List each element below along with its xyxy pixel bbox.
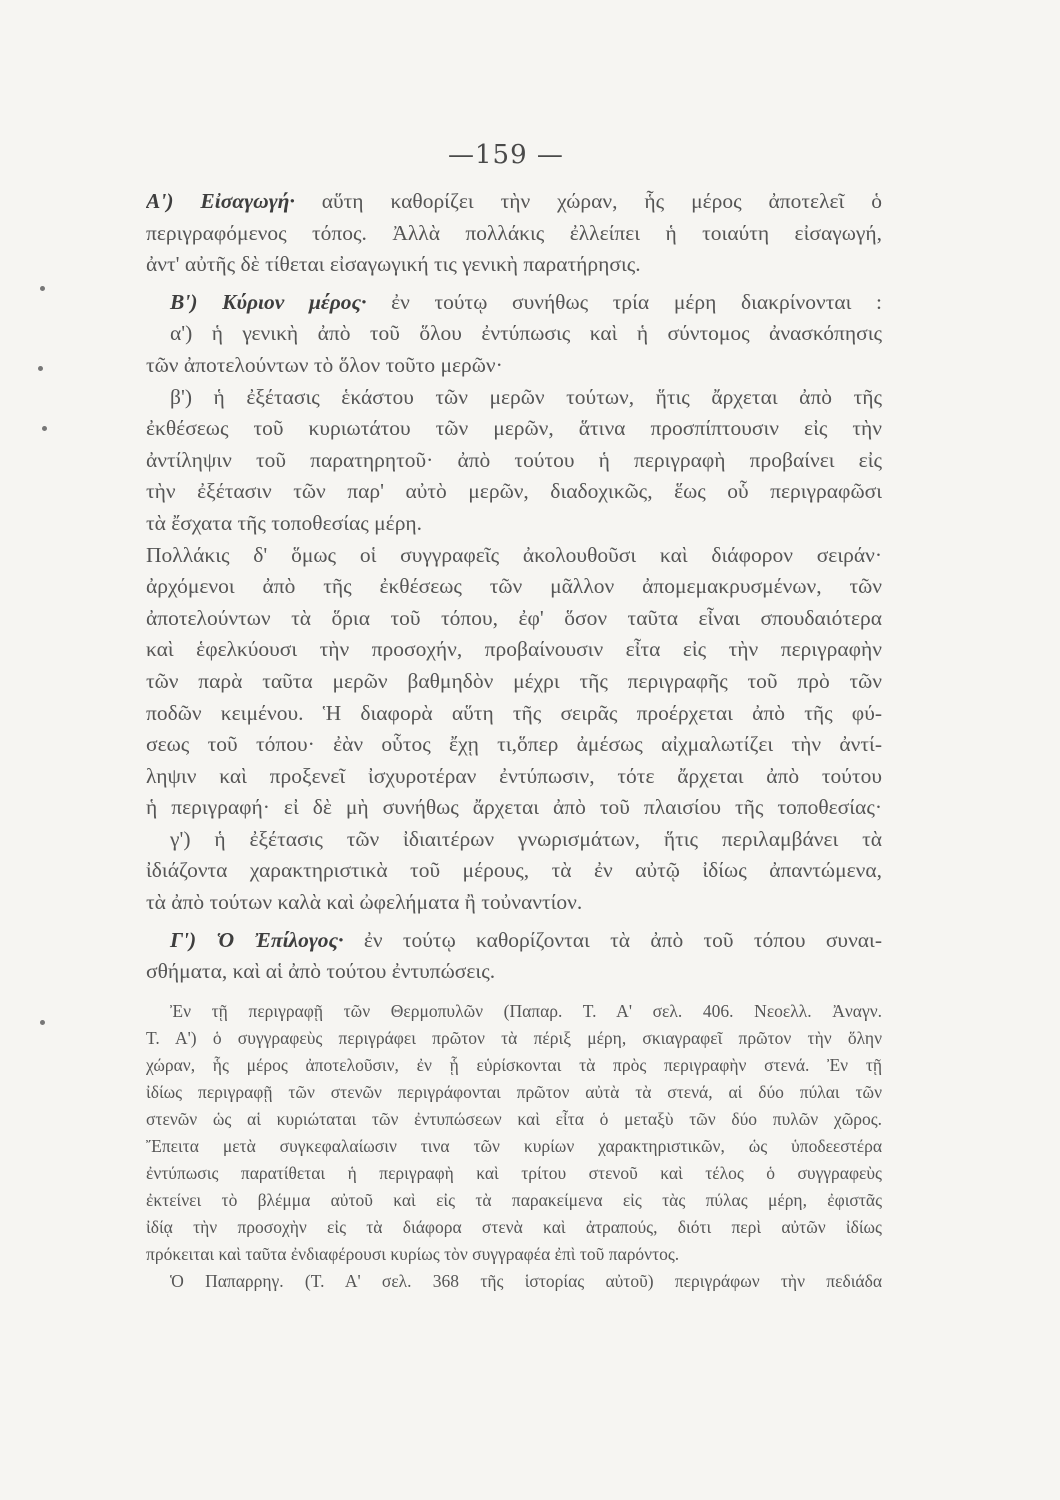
example-line: ἐντύπωσις παρατίθεται ἡ περιγραφὴ καὶ τρίτου στενοῦ καὶ τέλος ὁ συγγραφεὺς	[146, 1162, 882, 1183]
text-line: γ') ἡ ἐξέτασις τῶν ἰδιαιτέρων γνωρισμάτων, ἥτις περιλαμβάνει τὰ	[170, 826, 882, 851]
margin-dot	[40, 286, 45, 291]
text-line: Γ') Ὁ Ἐπίλογος· ἐν τούτῳ καθορίζονται τὰ ἀπὸ τοῦ τόπου συναι-	[170, 927, 882, 952]
margin-dot	[40, 1020, 45, 1025]
example-line: Ἔπειτα μετὰ συγκεφαλαίωσιν τινα τῶν κυρίων χαρακτηριστικῶν, ὡς ὑποδεεστέρα	[146, 1135, 882, 1156]
example-line: ἰδίᾳ τὴν προσοχὴν εἰς τὰ διάφορα στενὰ καὶ ἀτραπούς, διότι περὶ αὐτῶν ἰδίως	[146, 1216, 882, 1237]
text-line: τὴν ἐξέτασιν τῶν παρ' αὐτὸ μερῶν, διαδοχικῶς, ἕως οὗ περιγραφῶσι	[146, 479, 882, 504]
text-line: β') ἡ ἐξέτασις ἑκάστου τῶν μερῶν τούτων, ἥτις ἄρχεται ἀπὸ τῆς	[170, 384, 882, 409]
example-line: ἰδίως περιγραφῇ τῶν στενῶν περιγράφονται πρῶτον αὐτὰ τὰ στενά, αἱ δύο πύλαι τῶν	[146, 1081, 882, 1102]
margin-dot	[38, 366, 43, 371]
text-line: Α') Εἰσαγωγή· αὕτη καθορίζει τὴν χώραν, ἧς μέρος ἀποτελεῖ ὁ	[146, 189, 882, 213]
page-number: —159 —	[448, 140, 564, 170]
text-line: τὰ ἀπὸ τούτων καλὰ καὶ ὠφελήματα ἢ τοὐναντίον.	[146, 890, 583, 915]
section-heading: Α') Εἰσαγωγή·	[146, 189, 295, 213]
section-heading: Β') Κύριον μέρος·	[170, 289, 367, 314]
text-line: καὶ ἑφελκύουσι τὴν προσοχήν, προβαίνουσιν εἶτα εἰς τὴν περιγραφὴν	[146, 637, 882, 662]
text-line: ἀρχόμενοι ἀπὸ τῆς ἐκθέσεως τῶν μᾶλλον ἀπομεμακρυσμένων, τῶν	[146, 574, 882, 599]
example-line: χώραν, ἧς μέρος ἀποτελοῦσιν, ἐν ᾗ εὑρίσκονται τὰ πρὸς περιγραφὴν στενά. Ἐν τῇ	[146, 1054, 882, 1075]
text-line: περιγραφόμενος τόπος. Ἀλλὰ πολλάκις ἐλλείπει ἡ τοιαύτη εἰσαγωγή,	[146, 220, 882, 245]
text-line: ἰδιάζοντα χαρακτηριστικὰ τοῦ μέρους, τὰ ἐν αὐτῷ ἰδίως ἀπαντώμενα,	[146, 858, 882, 883]
text-line: σεως τοῦ τόπου· ἐὰν οὗτος ἔχῃ τι,ὅπερ ἀμέσως αἰχμαλωτίζει τὴν ἀντί-	[146, 732, 882, 757]
page-text	[146, 186, 882, 1295]
text-line: Β') Κύριον μέρος· ἐν τούτῳ συνήθως τρία μέρη διακρίνονται :	[170, 289, 882, 314]
text-line: ληψιν καὶ προξενεῖ ἰσχυροτέραν ἐντύπωσιν, τότε ἄρχεται ἀπὸ τούτου	[146, 763, 882, 788]
text-line: α') ἡ γενικὴ ἀπὸ τοῦ ὅλου ἐντύπωσις καὶ ἡ σύντομος ἀνασκόπησις	[170, 321, 882, 346]
example-line: στενῶν ὡς αἱ κυριώταται τῶν ἐντυπώσεων καὶ εἶτα ὁ μεταξὺ τῶν δύο πυλῶν χῶρος.	[146, 1108, 882, 1129]
example-line: Ὁ Παπαρρηγ. (Τ. Α' σελ. 368 τῆς ἱστορίας αὐτοῦ) περιγράφων τὴν πεδιάδα	[170, 1270, 882, 1291]
text-line: τὰ ἔσχατα τῆς τοποθεσίας μέρη.	[146, 510, 423, 535]
example-line: Τ. Α') ὁ συγγραφεὺς περιγράφει πρῶτον τὰ πέριξ μέρη, σκιαγραφεῖ πρῶτον τὴν ὅλην	[146, 1027, 882, 1048]
text-line: ἀντ' αὐτῆς δὲ τίθεται εἰσαγωγική τις γενικὴ παρατήρησις.	[146, 252, 641, 277]
text-line: τῶν ἀποτελούντων τὸ ὅλον τοῦτο μερῶν·	[146, 352, 503, 377]
text-line: ἀποτελούντων τὰ ὅρια τοῦ τόπου, ἐφ' ὅσον ταῦτα εἶναι σπουδαιότερα	[146, 605, 882, 630]
text-line: Πολλάκις δ' ὅμως οἱ συγγραφεῖς ἀκολουθοῦσι καὶ διάφορον σειράν·	[146, 542, 882, 567]
text-line: ἀντίληψιν τοῦ παρατηρητοῦ· ἀπὸ τούτου ἡ περιγραφὴ προβαίνει εἰς	[146, 447, 882, 472]
margin-dot	[42, 426, 47, 431]
example-line: Ἐν τῇ περιγραφῇ τῶν Θερμοπυλῶν (Παπαρ. Τ. Α' σελ. 406. Νεοελλ. Ἀναγν.	[170, 1000, 882, 1021]
text-line: ἐκθέσεως τοῦ κυριωτάτου τῶν μερῶν, ἅτινα προσπίπτουσιν εἰς τὴν	[146, 416, 882, 441]
example-line: πρόκειται καὶ ταῦτα ἐνδιαφέρουσι κυρίως τὸν συγγραφέα ἐπὶ τοῦ παρόντος.	[146, 1243, 680, 1264]
text-line: ποδῶν κειμένου. Ἡ διαφορὰ αὕτη τῆς σειρᾶς προέρχεται ἀπὸ τῆς φύ-	[146, 700, 882, 725]
section-heading: Γ') Ὁ Ἐπίλογος·	[170, 927, 344, 952]
example-line: ἐκτείνει τὸ βλέμμα αὐτοῦ καὶ εἰς τὰ παρακείμενα εἰς τὰς πύλας μέρη, ἐφιστᾶς	[146, 1189, 882, 1210]
text-line: τῶν παρὰ ταῦτα μερῶν βαθμηδὸν μέχρι τῆς περιγραφῆς τοῦ πρὸ τῶν	[146, 668, 882, 693]
text-line: σθήματα, καὶ αἱ ἀπὸ τούτου ἐντυπώσεις.	[146, 959, 496, 984]
text-line: ἡ περιγραφή· εἰ δὲ μὴ συνήθως ἄρχεται ἀπὸ τοῦ πλαισίου τῆς τοποθεσίας·	[146, 795, 882, 820]
